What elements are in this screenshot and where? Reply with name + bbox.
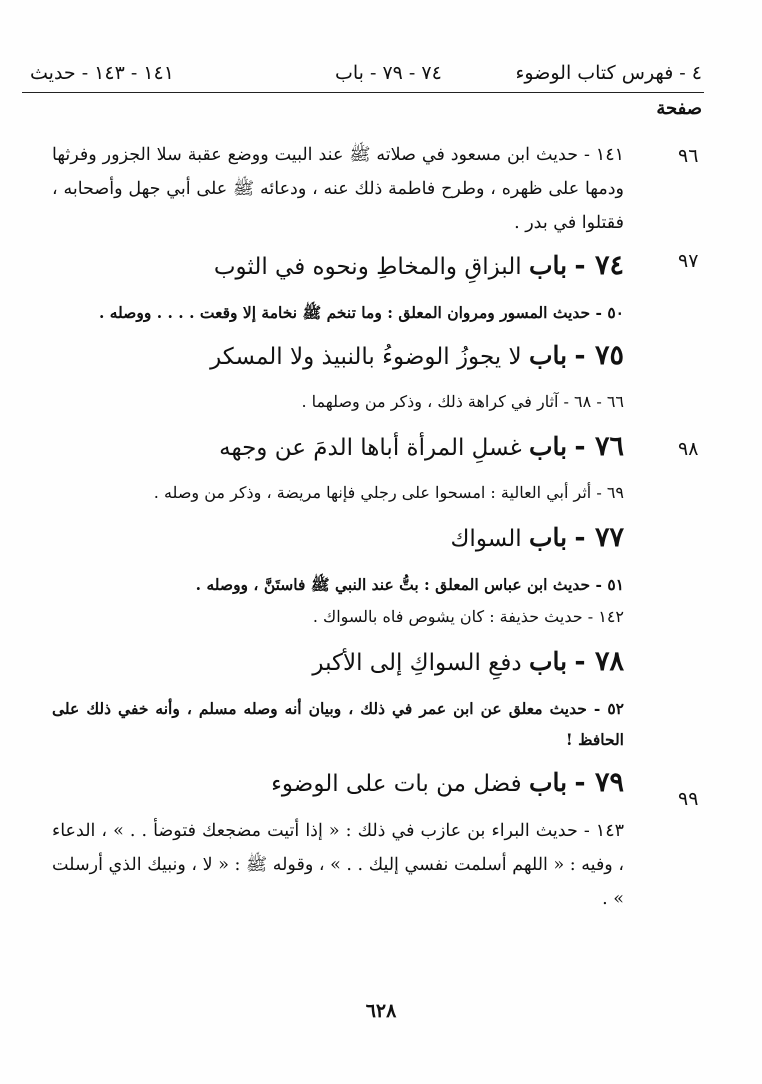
- chapter-79: [52, 763, 624, 804]
- entry-hadith-142: ١٤٢ - حديث حذيفة : كان يشوص فاه بالسواك .: [312, 607, 624, 626]
- chapter-bab: باب: [528, 523, 568, 552]
- page-ref-97: ٩٧: [678, 250, 699, 272]
- chapter-number: ٧٥ -: [574, 340, 624, 371]
- page-column-label: صفحة: [656, 98, 702, 119]
- page-ref-98: ٩٨: [678, 438, 699, 460]
- entry-hadith-50: ٥٠ - حديث المسور ومروان المعلق : وما تنخم ﷺ نخامة إلا وقعت . . . . ووصله .: [98, 303, 624, 322]
- entry-athar-66-68: ٦٦ - ٦٨ - آثار في كراهة ذلك ، وذكر من وصلهما .: [301, 392, 624, 411]
- chapter-bab: باب: [528, 432, 568, 461]
- chapter-number: ٧٩ -: [574, 767, 624, 798]
- index-content: [52, 138, 624, 920]
- page-ref-99: ٩٩: [678, 788, 699, 810]
- entry-athar-69: ٦٩ - أثر أبي العالية : امسحوا على رجلي فإنها مريضة ، وذكر من وصله .: [153, 483, 624, 502]
- header-left: ١٤١ - ١٤٣ - حديث: [30, 62, 174, 84]
- chapter-bab: باب: [528, 341, 568, 370]
- chapter-74: [52, 246, 624, 287]
- header-center: ٧٤ - ٧٩ - باب: [335, 62, 442, 84]
- header-right: ٤ - فهرس كتاب الوضوء: [515, 62, 702, 84]
- entry-hadith-52: ٥٢ - حديث معلق عن ابن عمر في ذلك ، وبيان أنه وصله مسلم ، وأنه خفي ذلك على الحافظ !: [52, 699, 624, 749]
- chapter-bab: باب: [528, 768, 568, 797]
- running-header: [30, 62, 702, 92]
- page-ref-96: ٩٦: [678, 145, 699, 167]
- chapter-number: ٧٧ -: [574, 522, 624, 553]
- chapter-75: [52, 336, 624, 377]
- chapter-title: السواك: [450, 526, 522, 552]
- chapter-title: البزاقِ والمخاطِ ونحوه في الثوب: [213, 254, 522, 280]
- chapter-number: ٧٦ -: [574, 431, 624, 462]
- chapter-76: [52, 427, 624, 468]
- chapter-title: غسلِ المرأة أباها الدمَ عن وجهه: [219, 435, 522, 461]
- chapter-number: ٧٤ -: [574, 250, 624, 281]
- chapter-bab: باب: [528, 251, 568, 280]
- chapter-77: [52, 518, 624, 559]
- page-number: ٦٢٨: [365, 1000, 397, 1022]
- chapter-78: [52, 642, 624, 683]
- chapter-title: فضل من بات على الوضوء: [271, 771, 522, 797]
- chapter-number: ٧٨ -: [574, 646, 624, 677]
- entry-hadith-141: ١٤١ - حديث ابن مسعود في صلاته ﷺ عند البيت ووضع عقبة سلا الجزور وفرثها ودمها على ظهره ، وطرح فاطمة ذلك عنه ، ودعائه ﷺ على أبي جهل وأصحابه ، فقتلوا في بدر .: [52, 145, 624, 233]
- chapter-title: دفعِ السواكِ إلى الأكبر: [312, 650, 522, 676]
- header-rule: [22, 92, 704, 93]
- chapter-bab: باب: [528, 647, 568, 676]
- entry-hadith-51: ٥١ - حديث ابن عباس المعلق : بتُّ عند النبي ﷺ فاستَنَّ ، ووصله .: [195, 575, 624, 594]
- entry-hadith-143: ١٤٣ - حديث البراء بن عازب في ذلك : « إذا أتيت مضجعك فتوضأ . . » ، الدعاء ، وفيه : « اللهم أسلمت نفسي إليك . . » ، وقوله ﷺ : « لا ، ونبيك الذي أرسلت » .: [52, 821, 624, 909]
- chapter-title: لا يجوزُ الوضوءُ بالنبيذ ولا المسكر: [210, 344, 522, 370]
